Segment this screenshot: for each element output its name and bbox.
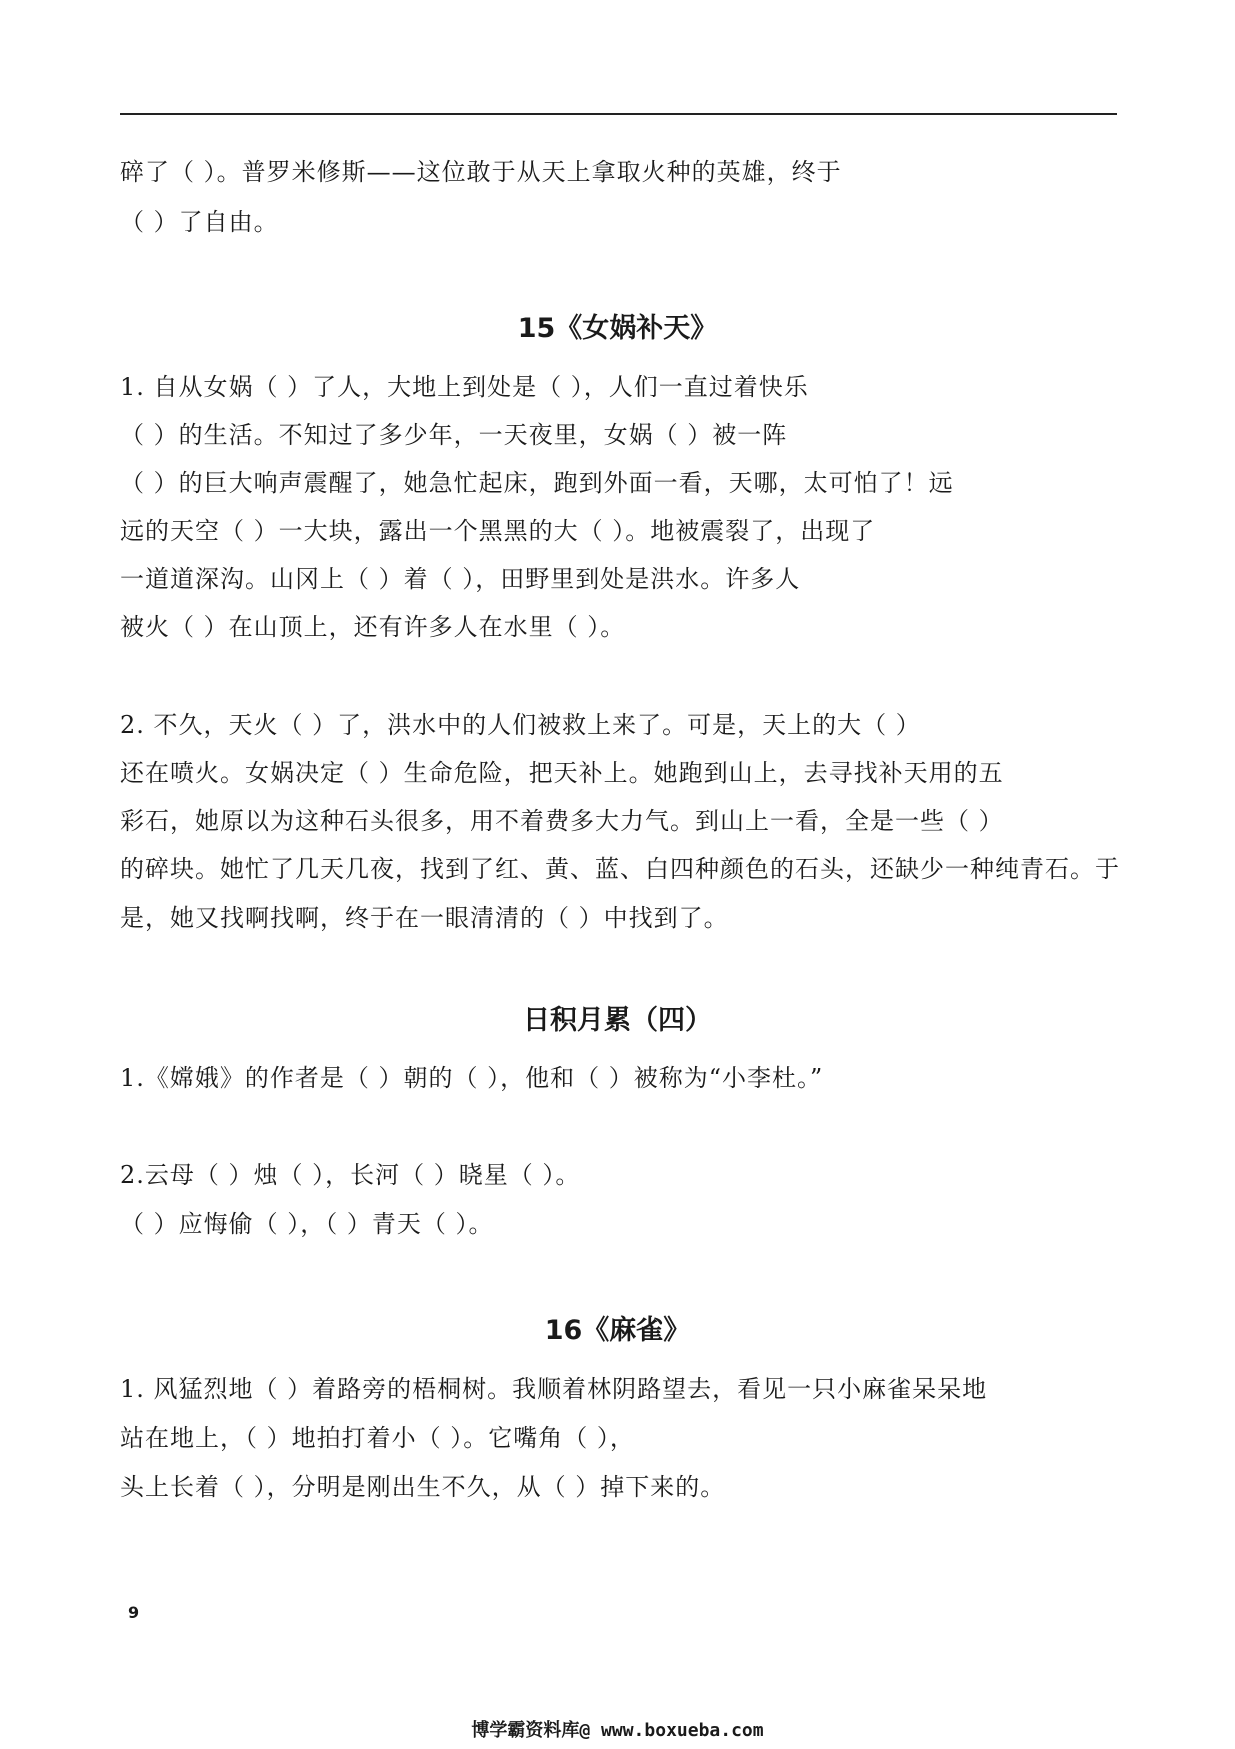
text-line: （ ）的生活。不知过了多少年，一天夜里，女娲（ ）被一阵 — [120, 421, 788, 449]
text-line: 1. 自从女娲（ ）了人，大地上到处是（ ），人们一直过着快乐 — [120, 373, 809, 401]
text-line: 2.云母（ ）烛（ ），长河（ ）晓星（ ）。 — [120, 1161, 581, 1189]
text-line: 1. 风猛烈地（ ）着路旁的梧桐树。我顺着林阴路望去，看见一只小麻雀呆呆地 — [120, 1375, 988, 1403]
section-title: 15《女娲补天》 — [517, 313, 718, 344]
text-line: 1.《嫦娥》的作者是（ ）朝的（ ），他和（ ）被称为“小李杜。” — [120, 1064, 824, 1092]
header-rule — [120, 113, 1117, 115]
text-line: 还在喷火。女娲决定（ ）生命危险，把天补上。她跑到山上，去寻找补天用的五 — [120, 759, 1004, 787]
text-line: 的碎块。她忙了几天几夜，找到了红、黄、蓝、白四种颜色的石头，还缺少一种纯青石。于 — [120, 855, 1120, 883]
text-line: （ ）了自由。 — [120, 208, 279, 236]
section-title: 日积月累（四） — [523, 1005, 712, 1036]
text-line: （ ）应悔偷（ ），（ ）青天（ ）。 — [120, 1210, 494, 1238]
footer-watermark: 博学霸资料库@ www.boxueba.com — [471, 1720, 764, 1741]
text-line: 是，她又找啊找啊，终于在一眼清清的（ ）中找到了。 — [120, 904, 729, 932]
text-line: 站在地上，（ ）地拍打着小（ ）。它嘴角（ ）， — [120, 1424, 635, 1452]
text-line: 2. 不久，天火（ ）了，洪水中的人们被救上来了。可是，天上的大（ ） — [120, 711, 921, 739]
text-line: 远的天空（ ）一大块，露出一个黑黑的大（ ）。地被震裂了，出现了 — [120, 517, 876, 545]
text-line: 头上长着（ ），分明是刚出生不久，从（ ）掉下来的。 — [120, 1473, 726, 1501]
text-line: 彩石，她原以为这种石头很多，用不着费多大力气。到山上一看，全是一些（ ） — [120, 807, 1004, 835]
text-line: 一道道深沟。山冈上（ ）着（ ），田野里到处是洪水。许多人 — [120, 565, 801, 593]
text-line: 被火（ ）在山顶上，还有许多人在水里（ ）。 — [120, 613, 626, 641]
page-number: 9 — [128, 1603, 140, 1622]
text-line: （ ）的巨大响声震醒了，她急忙起床，跑到外面一看，天哪，太可怕了！远 — [120, 469, 954, 497]
text-line: 碎了（ ）。普罗米修斯——这位敢于从天上拿取火种的英雄，终于 — [120, 158, 842, 186]
section-title: 16《麻雀》 — [544, 1315, 691, 1346]
